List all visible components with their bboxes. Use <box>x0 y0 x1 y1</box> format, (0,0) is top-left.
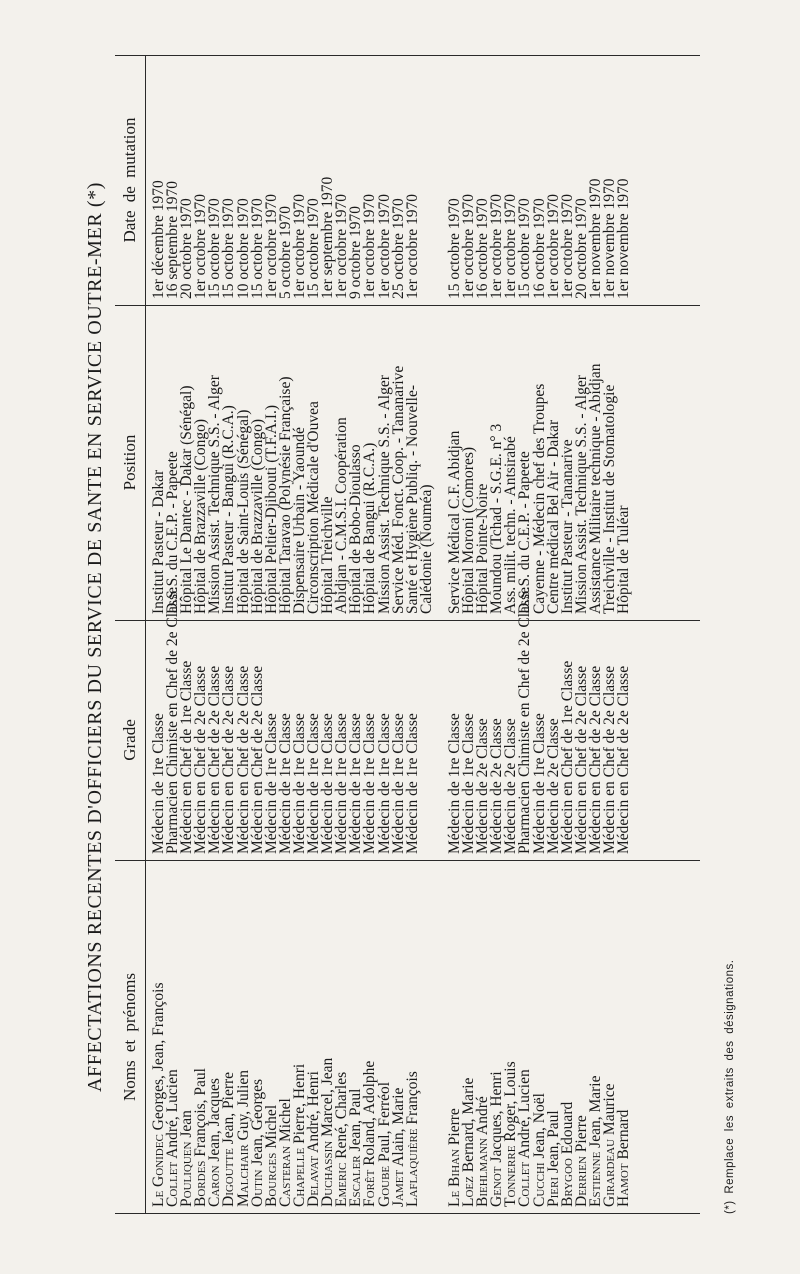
surname: Forêt <box>361 1169 379 1207</box>
position-cell: Hôpital Le Dantec - Dakar (Sénégal) <box>178 385 196 614</box>
date-cell: 20 octobre 1970 <box>572 198 590 299</box>
surname: Malchair <box>234 1144 252 1207</box>
position-rows <box>152 309 631 614</box>
position-cell: Assistance Militaire technique - Abidjan <box>586 363 604 614</box>
date-cell: 1er septembre 1970 <box>319 176 337 299</box>
given-names: Marcel, Jean <box>319 1057 337 1141</box>
position-cell: Dispensaire Urbain - Yaoundé <box>290 427 308 614</box>
date-cell: 1er octobre 1970 <box>460 193 478 299</box>
grade-cell: Médecin en Chef de 2e Classe <box>220 665 238 854</box>
given-names: François <box>403 1071 421 1129</box>
grade-header: Grade <box>115 620 146 860</box>
surname: Le Gonidec <box>150 1134 167 1207</box>
surname: Laflaquière <box>403 1128 421 1207</box>
grade-cell: Médecin de 1re Classe <box>460 713 478 854</box>
given-names: Michel <box>276 1098 294 1146</box>
date-cell: 1er octobre 1970 <box>290 193 308 299</box>
date-cell: 1er novembre 1970 <box>615 178 633 299</box>
grade-cell: Médecin de 1re Classe <box>333 713 351 854</box>
position-cell: Hôpital de Saint-Louis (Sénégal) <box>234 409 252 614</box>
grade-column <box>115 587 700 861</box>
surname: Le Bihan <box>445 1149 463 1207</box>
grade-cell: Médecin de 2e Classe <box>544 718 562 854</box>
page-title: AFFECTATIONS RECENTES D'OFFICIERS DU SERVICE DE SANTE EN SERVICE OUTRE-MER (*) <box>84 181 106 1093</box>
name-cell <box>420 865 434 1207</box>
grade-cell: Médecin de 1re Classe <box>347 713 365 854</box>
date-cell: 9 octobre 1970 <box>347 206 365 299</box>
surname: Outin <box>248 1169 266 1207</box>
given-names: Jean, Marie <box>586 1075 604 1152</box>
surname: Loez <box>460 1176 478 1207</box>
position-cell: Centre médical Bel Air - Dakar <box>544 419 562 614</box>
given-names: Jean, Georges <box>248 1078 266 1170</box>
surname: Emeric <box>333 1162 351 1207</box>
position-cell: D.S.S. du C.E.P. - Papeete <box>164 451 182 614</box>
date-cell: 1er octobre 1970 <box>262 193 280 299</box>
names-column <box>115 861 700 1213</box>
surname: Escaler <box>347 1155 365 1207</box>
position-cell: Mission Assist. Technique S.S. - Alger <box>572 375 590 614</box>
surname: Brygoo <box>558 1158 576 1207</box>
given-names: Michel <box>262 1104 280 1153</box>
grade-cell: Médecin de 2e Classe <box>474 718 492 854</box>
grade-cell: Médecin en Chef de 2e Classe <box>192 665 210 854</box>
date-cell: 1er octobre 1970 <box>192 193 210 299</box>
grade-rows <box>150 587 633 854</box>
surname: Pouliquen <box>178 1141 196 1207</box>
given-names: André, Henri <box>305 1071 323 1156</box>
date-header: Date de mutation <box>115 55 146 305</box>
given-names: François, Paul <box>192 1068 210 1161</box>
date-cell: 1er octobre 1970 <box>333 193 351 299</box>
date-cell: 15 octobre 1970 <box>305 198 323 299</box>
date-cell: 1er octobre 1970 <box>488 193 506 299</box>
given-names: Paul, Ferréol <box>375 1081 393 1166</box>
position-cell: Mission Assist. Technique S.S. - Alger <box>375 375 393 614</box>
grade-cell: Médecin en Chef de 1re Classe <box>558 660 576 854</box>
date-cell: 1er octobre 1970 <box>558 193 576 299</box>
surname: Bordes <box>192 1160 210 1207</box>
given-names: Roger, Louis <box>502 1061 520 1146</box>
position-cell: Service Méd. Fonct. Coop. - Tananarive <box>389 365 407 614</box>
grade-cell: Médecin de 1re Classe <box>262 713 280 854</box>
given-names: Edouard <box>558 1101 576 1159</box>
position-cell: Calédonie (Nouméa) <box>417 484 435 614</box>
given-names: Jean, Jacques <box>206 1078 224 1166</box>
given-names: René, Charles <box>333 1071 351 1163</box>
grade-cell: Médecin de 1re Classe <box>319 713 337 854</box>
given-names: Alain, Marie <box>389 1087 407 1170</box>
grade-cell: Médecin de 1re Classe <box>150 713 167 854</box>
grade-cell: Médecin de 1re Classe <box>403 713 421 854</box>
date-cell: 1er octobre 1970 <box>403 193 421 299</box>
grade-cell: Médecin en Chef de 2e Classe <box>572 665 590 854</box>
grade-cell: Médecin en Chef de 2e Classe <box>586 665 604 854</box>
date-cell: 1er octobre 1970 <box>502 193 520 299</box>
surname: Digoutte <box>220 1148 238 1207</box>
grade-cell: Médecin de 1re Classe <box>445 713 463 854</box>
surname: Cucchi <box>530 1162 548 1207</box>
position-cell: Treichville - Institut de Stomatologie <box>601 384 618 614</box>
given-names: Guy, Julien <box>234 1069 252 1145</box>
surname: Duchassin <box>319 1140 337 1207</box>
surname: Chapelle <box>290 1147 308 1207</box>
position-cell: Mission Assist. Technique S.S. - Alger <box>206 375 224 614</box>
given-names: André, Lucien <box>516 1069 534 1162</box>
date-cell <box>420 59 434 299</box>
given-names: André <box>474 1096 492 1138</box>
assignments-table <box>115 55 700 1214</box>
surname: Bourges <box>262 1152 280 1207</box>
date-cell: 1er octobre 1970 <box>361 193 379 299</box>
position-cell: Moundou (Tchad - S.G.E. n° 3 <box>488 423 506 614</box>
position-header: Position <box>115 305 146 620</box>
date-cell: 1er octobre 1970 <box>544 193 562 299</box>
grade-cell: Médecin de 1re Classe <box>305 713 323 854</box>
surname: Caron <box>206 1165 224 1207</box>
position-cell: Santé et Hygiène Publiq. - Nouvelle- <box>403 384 421 614</box>
grade-cell: Médecin de 1re Classe <box>361 713 379 854</box>
given-names: Jean, Paul <box>347 1088 365 1156</box>
surname: Estienne <box>586 1151 604 1207</box>
position-cell: Hôpital Peltier-Djibouti (T.F.A.I.) <box>262 404 280 614</box>
date-cell: 16 septembre 1970 <box>164 181 182 299</box>
footnote: (*) Remplace les extraits des désignations. <box>724 959 736 1214</box>
position-cell: D.S.S. du C.E.P. - Papeete <box>516 451 534 614</box>
date-cell: 25 octobre 1970 <box>389 198 407 299</box>
position-cell: Hôpital de Bobo-Dioulasso <box>347 444 365 614</box>
given-names: Jean, Pierre <box>220 1071 238 1149</box>
surname: Girardeau <box>601 1138 618 1207</box>
surname: Delavat <box>305 1155 323 1207</box>
position-cell: Hôpital Pointe-Noire <box>474 483 492 614</box>
position-cell: Service Médical C.F. Abidjan <box>445 430 463 614</box>
date-cell: 15 octobre 1970 <box>516 198 534 299</box>
surname: Collet <box>164 1161 182 1207</box>
names-rows <box>152 865 631 1207</box>
name-cell <box>403 865 421 1207</box>
date-cell: 1er novembre 1970 <box>601 178 618 299</box>
surname: Goube <box>375 1165 393 1207</box>
surname: Casteran <box>276 1145 294 1207</box>
given-names: Jacques, Henri <box>488 1071 506 1167</box>
grade-cell: Médecin en Chef de 2e Classe <box>248 665 266 854</box>
date-rows <box>152 59 631 299</box>
date-cell: 16 octobre 1970 <box>474 198 492 299</box>
grade-cell: Médecin de 1re Classe <box>276 713 294 854</box>
given-names: Pierre, Henri <box>290 1063 308 1148</box>
surname: Genot <box>488 1166 506 1207</box>
grade-cell: Pharmacien Chimiste en Chef de 2e Classe <box>516 587 534 854</box>
position-cell: Hôpital de Bangui (R.C.A.) <box>361 442 379 614</box>
position-cell: Hôpital de Brazzaville (Congo) <box>192 419 210 614</box>
date-cell: 15 octobre 1970 <box>206 198 224 299</box>
position-cell: Hôpital Moroni (Comores) <box>460 446 478 614</box>
surname: Pieri <box>544 1176 562 1207</box>
given-names: Jean, Noël <box>530 1093 548 1163</box>
grade-cell: Médecin en Chef de 1re Classe <box>178 660 196 854</box>
date-cell: 15 octobre 1970 <box>220 198 238 299</box>
surname: Jamet <box>389 1169 407 1207</box>
given-names: Roland, Adolphe <box>361 1060 379 1170</box>
grade-cell <box>420 624 434 854</box>
date-cell: 1er novembre 1970 <box>586 178 604 299</box>
date-cell: 10 octobre 1970 <box>234 198 252 299</box>
given-names: Georges, Jean, François <box>150 982 167 1135</box>
grade-cell: Médecin en Chef de 2e Classe <box>601 665 618 854</box>
given-names: André, Lucien <box>164 1069 182 1162</box>
grade-cell: Médecin en Chef de 2e Classe <box>615 665 633 854</box>
surname: Hamot <box>615 1163 633 1207</box>
surname: Tonnerre <box>502 1145 520 1207</box>
grade-cell: Médecin en Chef de 2e Classe <box>206 665 224 854</box>
position-column <box>115 305 700 621</box>
position-cell: Hôpital Treichville <box>319 496 337 614</box>
position-cell: Circonscription Médicale d'Ouvea <box>305 401 323 614</box>
grade-cell: Médecin en Chef de 2e Classe <box>234 665 252 854</box>
surname: Collet <box>516 1161 534 1207</box>
date-cell: 15 octobre 1970 <box>445 198 463 299</box>
grade-cell: Médecin de 1re Classe <box>389 713 407 854</box>
surname: Derrien <box>572 1156 590 1207</box>
grade-cell: Médecin de 1re Classe <box>375 713 393 854</box>
date-cell: 5 octobre 1970 <box>276 206 294 299</box>
given-names: Jean <box>178 1110 196 1142</box>
surname: Biehlmann <box>474 1138 492 1207</box>
position-cell: Ass. milit. techn. - Antsirabé <box>502 436 520 614</box>
grade-cell: Médecin de 1re Classe <box>290 713 308 854</box>
grade-cell: Médecin de 2e Classe <box>488 718 506 854</box>
given-names: Pierre <box>572 1115 590 1157</box>
given-names: Bernard, Marie <box>460 1077 478 1177</box>
given-names: Bernard <box>615 1109 633 1164</box>
date-cell: 20 octobre 1970 <box>178 198 196 299</box>
grade-cell: Médecin de 1re Classe <box>530 713 548 854</box>
position-cell: Abidjan - C.M.S.I. Coopération <box>333 417 351 614</box>
date-cell: 1er décembre 1970 <box>150 180 167 299</box>
grade-cell: Médecin de 2e Classe <box>502 718 520 854</box>
position-cell: Hôpital de Brazzaville (Congo) <box>248 419 266 614</box>
position-cell: Hôpital de Tuléar <box>615 505 633 614</box>
name-cell <box>617 865 631 1207</box>
position-cell: Hôpital Taravao (Polynésie Française) <box>276 376 294 614</box>
date-column <box>115 55 700 306</box>
names-header: Noms et prénoms <box>115 861 146 1213</box>
given-names: Pierre <box>445 1108 463 1150</box>
given-names: Maurice <box>601 1083 618 1139</box>
position-cell: Institut Pasteur - Dakar <box>150 469 167 614</box>
date-cell: 16 octobre 1970 <box>530 198 548 299</box>
position-cell: Cayenne - Médecin chef des Troupes <box>530 383 548 614</box>
position-cell: Institut Pasteur - Bangui (R.C.A.) <box>220 405 238 614</box>
date-cell: 1er octobre 1970 <box>375 193 393 299</box>
position-cell: Institut Pasteur - Tananarive <box>558 439 576 614</box>
given-names: Jean, Paul <box>544 1110 562 1177</box>
grade-cell: Pharmacien Chimiste en Chef de 2e Classe <box>164 587 182 854</box>
date-cell: 15 octobre 1970 <box>248 198 266 299</box>
